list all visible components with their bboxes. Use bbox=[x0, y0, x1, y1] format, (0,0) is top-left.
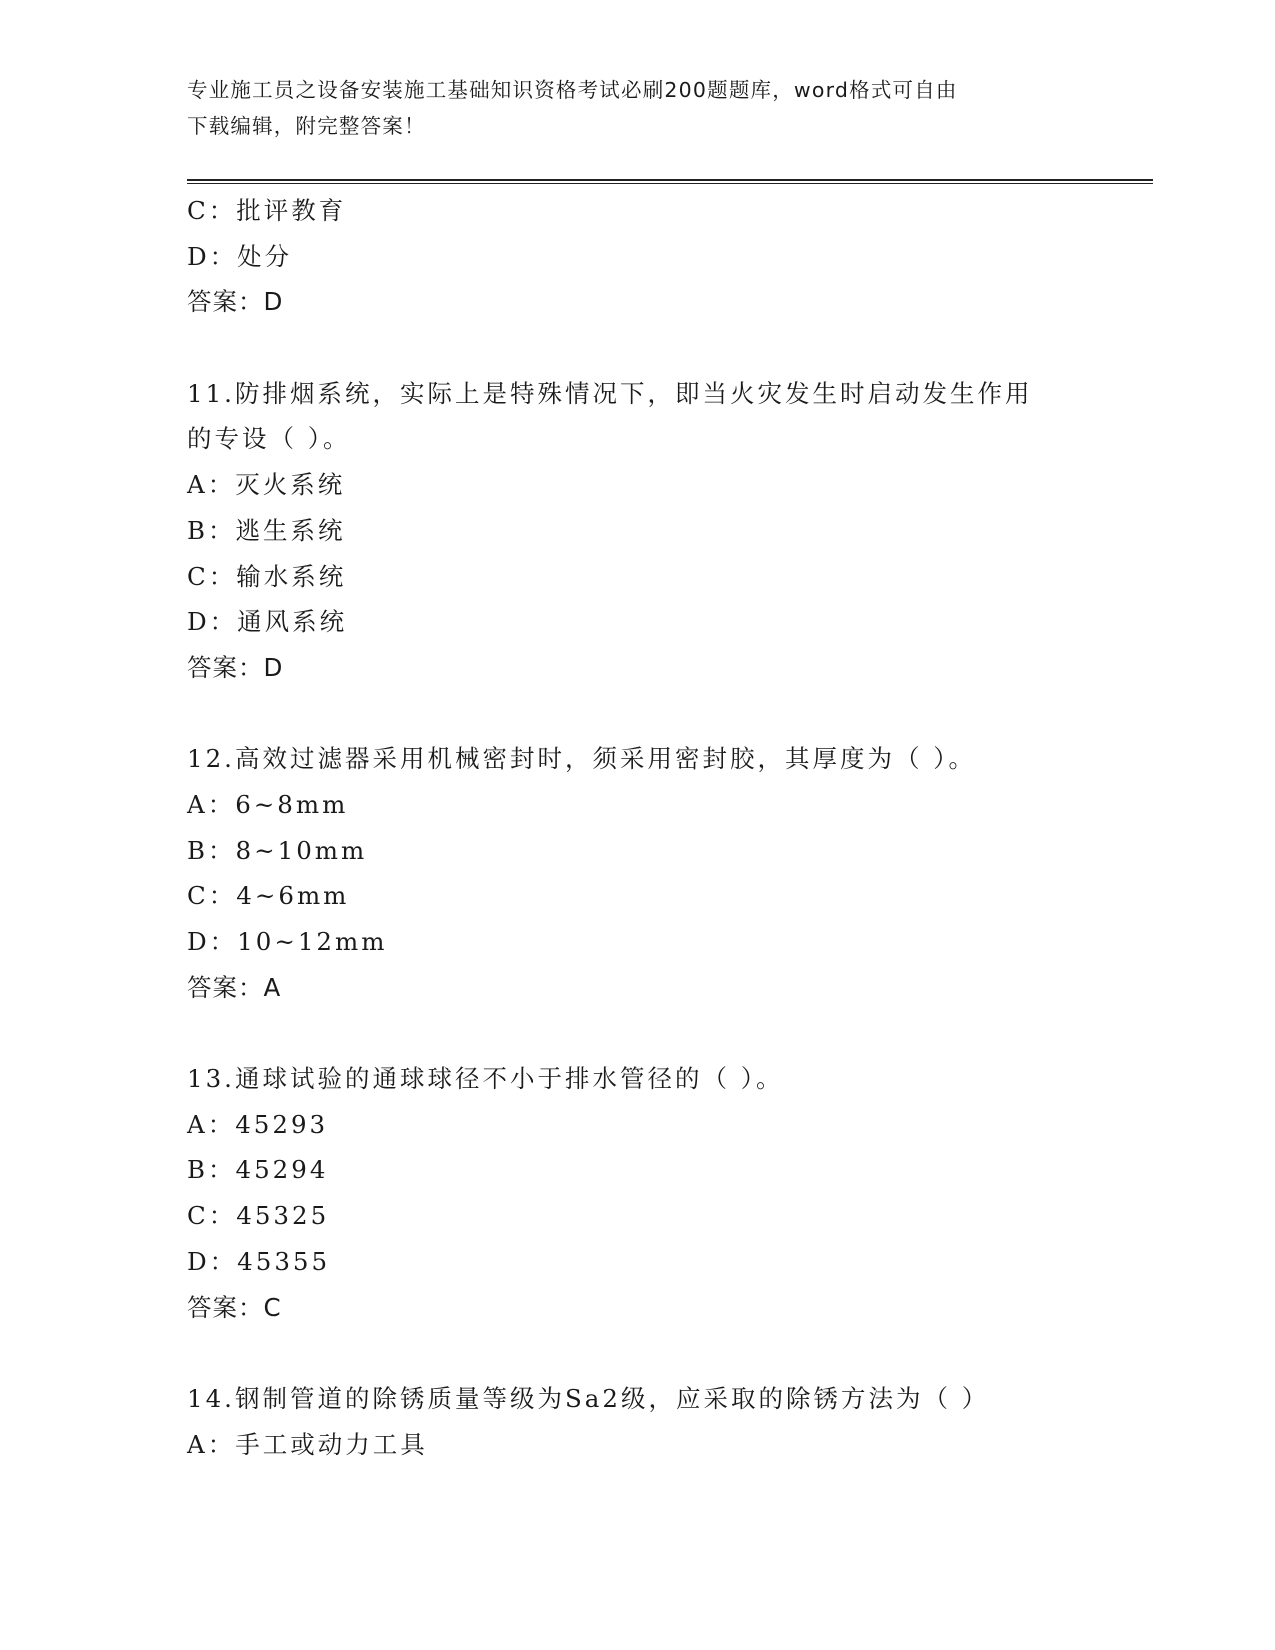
option-b: B：8~10mm bbox=[187, 835, 368, 865]
document-header bbox=[187, 72, 1067, 144]
option-d: D：通风系统 bbox=[187, 607, 348, 637]
option-a: A：45293 bbox=[187, 1109, 329, 1139]
option-a: A：手工或动力工具 bbox=[187, 1429, 428, 1459]
option-d: D：45355 bbox=[187, 1246, 331, 1276]
option-c: C：4~6mm bbox=[187, 881, 350, 911]
question-stem: 11.防排烟系统，实际上是特殊情况下，即当火灾发生时启动发生作用 bbox=[187, 378, 1033, 408]
option-b: B：逃生系统 bbox=[187, 515, 346, 545]
answer: 答案：D bbox=[187, 652, 284, 682]
option-c: C：批评教育 bbox=[187, 196, 347, 225]
header-title-line-2: 下载编辑，附完整答案！ bbox=[187, 114, 426, 138]
question-stem: 的专设（ ）。 bbox=[187, 424, 351, 454]
header-title-line-1: 专业施工员之设备安装施工基础知识资格考试必刷200题题库，word格式可自由 bbox=[187, 78, 958, 102]
option-a: A：6~8mm bbox=[187, 789, 349, 819]
option-d: D：处分 bbox=[187, 241, 293, 271]
answer: 答案：A bbox=[187, 972, 282, 1002]
option-b: B：45294 bbox=[187, 1155, 329, 1185]
question-stem: 12.高效过滤器采用机械密封时，须采用密封胶，其厚度为（ ）。 bbox=[187, 744, 976, 774]
answer: 答案：C bbox=[187, 1292, 282, 1322]
option-a: A：灭火系统 bbox=[187, 470, 346, 500]
header-divider bbox=[187, 179, 1153, 184]
question-list bbox=[187, 188, 1087, 1467]
question-stem: 14.钢制管道的除锈质量等级为Sa2级，应采取的除锈方法为（ ） bbox=[187, 1383, 990, 1413]
option-c: C：45325 bbox=[187, 1201, 330, 1231]
option-d: D：10~12mm bbox=[187, 927, 388, 956]
answer: 答案：D bbox=[187, 287, 284, 317]
option-c: C：输水系统 bbox=[187, 561, 347, 591]
question-stem: 13.通球试验的通球球径不小于排水管径的（ ）。 bbox=[187, 1064, 784, 1094]
